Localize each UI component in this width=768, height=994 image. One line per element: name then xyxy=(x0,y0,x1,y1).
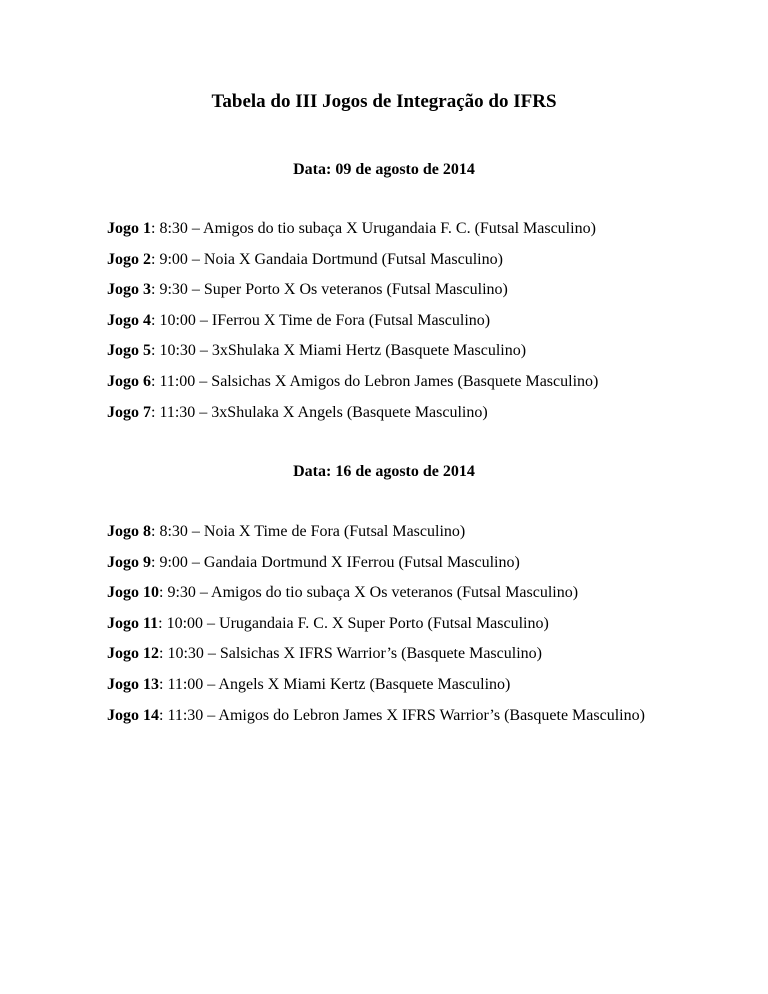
game-label: Jogo 10 xyxy=(107,584,159,602)
game-entry xyxy=(107,522,663,553)
game-label: Jogo 3 xyxy=(107,281,151,299)
game-entry xyxy=(107,644,663,675)
game-entry xyxy=(107,219,663,250)
game-label: Jogo 4 xyxy=(107,311,151,329)
game-label: Jogo 6 xyxy=(107,372,151,390)
game-label: Jogo 13 xyxy=(107,675,159,693)
game-label: Jogo 11 xyxy=(107,614,159,632)
game-entry xyxy=(107,614,663,645)
game-label: Jogo 12 xyxy=(107,645,159,663)
game-entry xyxy=(107,372,663,403)
game-details: : 10:00 – Urugandaia F. C. X Super Porto (Futsal Masculino) xyxy=(158,614,549,632)
game-details: : 9:00 – Noia X Gandaia Dortmund (Futsal Masculino) xyxy=(151,250,503,268)
game-details: : 8:30 – Amigos do tio subaça X Urugandaia F. C. (Futsal Masculino) xyxy=(151,220,596,237)
game-details: : 10:00 – IFerrou X Time de Fora (Futsal Masculino) xyxy=(151,311,491,329)
game-details: : 9:30 – Super Porto X Os veteranos (Futsal Masculino) xyxy=(151,281,508,299)
game-entry xyxy=(107,311,663,342)
game-entry xyxy=(107,403,663,434)
game-list xyxy=(107,522,663,731)
game-label: Jogo 7 xyxy=(107,403,151,421)
game-details: : 11:00 – Angels X Miami Kertz (Basquete Masculino) xyxy=(159,675,511,693)
game-details: : 10:30 – 3xShulaka X Miami Hertz (Basquete Masculino) xyxy=(151,342,527,360)
section-date: Data: 16 de agosto de 2014 xyxy=(293,463,475,480)
game-label: Jogo 14 xyxy=(107,706,159,724)
game-details: : 10:30 – Salsichas X IFRS Warrior’s (Basquete Masculino) xyxy=(159,645,542,663)
game-entry xyxy=(107,280,663,311)
game-entry xyxy=(107,341,663,372)
game-label: Jogo 9 xyxy=(107,553,151,571)
game-details: : 11:30 – Amigos do Lebron James X IFRS Warrior’s (Basquete Masculino) xyxy=(159,706,645,724)
game-details: : 9:30 – Amigos do tio subaça X Os veteranos (Futsal Masculino) xyxy=(159,584,579,602)
game-label: Jogo 8 xyxy=(107,523,151,540)
section-date: Data: 09 de agosto de 2014 xyxy=(293,161,475,178)
game-list xyxy=(107,219,663,433)
game-details: : 8:30 – Noia X Time de Fora (Futsal Masculino) xyxy=(151,523,466,540)
game-details: : 9:00 – Gandaia Dortmund X IFerrou (Futsal Masculino) xyxy=(151,553,520,571)
game-entry xyxy=(107,553,663,584)
game-entry xyxy=(107,250,663,281)
game-entry xyxy=(107,583,663,614)
game-label: Jogo 5 xyxy=(107,342,151,360)
game-label: Jogo 1 xyxy=(107,220,151,237)
game-label: Jogo 2 xyxy=(107,250,151,268)
game-details: : 11:30 – 3xShulaka X Angels (Basquete Masculino) xyxy=(151,403,488,421)
page-title: Tabela do III Jogos de Integração do IFRS xyxy=(211,91,557,112)
game-entry xyxy=(107,701,663,732)
game-details: : 11:00 – Salsichas X Amigos do Lebron James (Basquete Masculino) xyxy=(151,372,599,390)
